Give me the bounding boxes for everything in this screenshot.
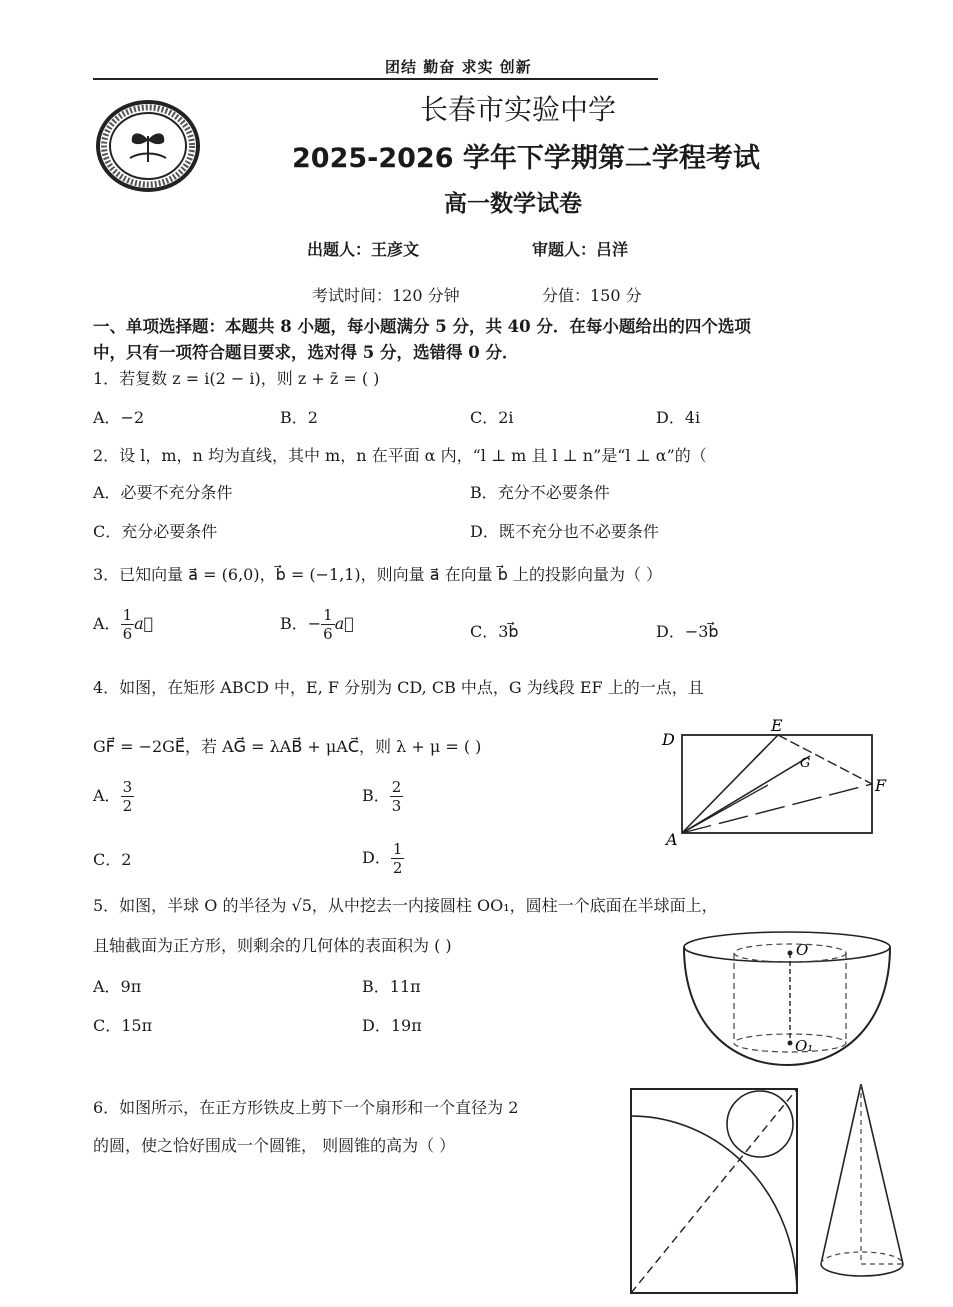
reviewer: 审题人：吕洋 bbox=[532, 240, 629, 259]
label-o1: O₁ bbox=[795, 1037, 814, 1055]
q4-a-den: 2 bbox=[122, 797, 133, 815]
q1-option-d: D．4i bbox=[656, 408, 701, 427]
q4-b-den: 3 bbox=[391, 797, 402, 815]
q4-option-b-label: B． bbox=[362, 786, 390, 805]
q4-stem-2: GF⃗ = −2GE⃗，若 AG⃗ = λAB⃗ + μAC⃗，则 λ + μ = ( ) bbox=[93, 737, 482, 756]
cone-right-edge bbox=[861, 1084, 903, 1264]
q4-d-den: 2 bbox=[392, 859, 403, 877]
q3-a-num: 1 bbox=[122, 606, 133, 624]
exam-term: 2025-2026 学年下学期第二学程考试 bbox=[292, 143, 760, 174]
q1-option-b: B．2 bbox=[280, 408, 318, 427]
q2-option-c: C．充分必要条件 bbox=[93, 522, 218, 541]
q4-option-c: C．2 bbox=[93, 850, 132, 869]
q4-option-b bbox=[362, 778, 403, 815]
q3-b-sign: − bbox=[307, 614, 322, 633]
school-seal-logo bbox=[96, 100, 204, 194]
segment-af bbox=[682, 784, 872, 833]
q2-stem: 2．设 l，m，n 均为直线，其中 m，n 在平面 α 内，“l ⊥ m 且 l ⊥ n”是“l ⊥ α”的（ bbox=[93, 446, 707, 465]
q3-option-a-fraction bbox=[121, 606, 135, 643]
label-e: E bbox=[771, 716, 783, 735]
q4-a-fraction bbox=[121, 778, 135, 815]
q6-square-sheet-figure bbox=[628, 1086, 803, 1298]
q3-option-d: D．−3b⃗ bbox=[656, 622, 719, 641]
segment-ef bbox=[778, 735, 872, 784]
q6-stem-2: 的圆，使之恰好围成一个圆锥， 则圆锥的高为（ ） bbox=[93, 1136, 456, 1155]
q3-option-a-label: A． bbox=[93, 614, 121, 633]
q1-option-a: A．−2 bbox=[93, 408, 145, 427]
q3-option-b-label: B． bbox=[280, 614, 308, 633]
small-circle bbox=[727, 1091, 793, 1157]
q3-option-c: C．3b⃗ bbox=[470, 622, 519, 641]
q4-a-num: 3 bbox=[122, 778, 133, 796]
q3-option-a bbox=[93, 606, 153, 643]
q5-option-d: D．19π bbox=[362, 1016, 422, 1035]
q3-stem: 3．已知向量 a⃗ = (6,0)，b⃗ = (−1,1)，则向量 a⃗ 在向量 b⃗ 上的投影向量为（ ） bbox=[93, 565, 663, 584]
q2-option-d: D．既不充分也不必要条件 bbox=[470, 522, 659, 541]
exam-score: 分值：150 分 bbox=[542, 286, 642, 305]
rect-abcd bbox=[682, 735, 872, 833]
school-name: 长春市实验中学 bbox=[420, 93, 617, 126]
q4-b-num: 2 bbox=[391, 778, 402, 796]
section-title-line2: 中，只有一项符合题目要求，选对得 5 分，选错得 0 分． bbox=[93, 343, 519, 362]
q4-rectangle-figure bbox=[658, 715, 898, 850]
q4-stem: 4．如图，在矩形 ABCD 中，E, F 分别为 CD, CB 中点，G 为线段 EF 上的一点，且 bbox=[93, 678, 704, 697]
label-f: F bbox=[875, 776, 887, 795]
setter: 出题人：王彦文 bbox=[307, 240, 420, 259]
cone-left-edge bbox=[821, 1084, 861, 1264]
q1-option-c: C．2i bbox=[470, 408, 514, 427]
q5-stem-2: 且轴截面为正方形，则剩余的几何体的表面积为 ( ) bbox=[93, 936, 452, 955]
q6-cone-figure bbox=[815, 1080, 911, 1290]
section-title-line1: 一、单项选择题：本题共 8 小题，每小题满分 5 分，共 40 分．在每小题给出的四个选项 bbox=[93, 317, 751, 336]
q6-stem: 6．如图所示，在正方形铁皮上剪下一个扇形和一个直径为 2 bbox=[93, 1098, 519, 1117]
q5-option-b: B．11π bbox=[362, 977, 421, 996]
q4-b-fraction bbox=[390, 778, 404, 815]
q5-option-c: C．15π bbox=[93, 1016, 153, 1035]
q4-option-d bbox=[362, 840, 404, 877]
school-motto: 团结 勤奋 求实 创新 bbox=[385, 58, 532, 76]
q4-option-a-label: A． bbox=[93, 786, 121, 805]
hemisphere-rim bbox=[684, 932, 890, 962]
q2-option-a: A．必要不充分条件 bbox=[93, 483, 233, 502]
q3-option-b bbox=[280, 606, 354, 643]
q1-stem: 1．若复数 z = i(2 − i)，则 z + z̄ = ( ) bbox=[93, 369, 380, 388]
segment-ac bbox=[682, 785, 768, 833]
q3-a-den: 6 bbox=[122, 625, 133, 643]
q3-b-num: 1 bbox=[323, 606, 333, 624]
hemisphere-surface bbox=[684, 947, 890, 1065]
q4-d-num: 1 bbox=[392, 840, 403, 858]
exam-time: 考试时间：120 分钟 bbox=[312, 286, 460, 305]
label-g: G bbox=[800, 756, 811, 771]
q4-d-fraction bbox=[391, 840, 405, 877]
q4-option-a bbox=[93, 778, 134, 815]
header-rule bbox=[93, 78, 658, 80]
diagonal bbox=[631, 1089, 797, 1293]
cone-base-front bbox=[821, 1264, 903, 1276]
q5-option-a: A．9π bbox=[93, 977, 142, 996]
q3-b-den: 6 bbox=[323, 625, 333, 643]
paper-title: 高一数学试卷 bbox=[444, 191, 582, 217]
sector-arc bbox=[631, 1116, 797, 1293]
q5-hemisphere-figure bbox=[672, 925, 904, 1075]
q3-option-b-fraction bbox=[321, 606, 335, 643]
label-o: O bbox=[796, 941, 809, 959]
q4-option-d-label: D． bbox=[362, 848, 391, 867]
q3-b-vec: a⃗ bbox=[334, 614, 354, 633]
q5-stem: 5．如图，半球 O 的半径为 √5，从中挖去一内接圆柱 OO₁，圆柱一个底面在半球面上， bbox=[93, 896, 718, 915]
q2-option-b: B．充分不必要条件 bbox=[470, 483, 610, 502]
q3-a-vec: a⃗ bbox=[134, 614, 154, 633]
cone-base-back bbox=[821, 1252, 903, 1264]
label-a: A bbox=[666, 830, 678, 849]
label-d: D bbox=[662, 730, 675, 749]
